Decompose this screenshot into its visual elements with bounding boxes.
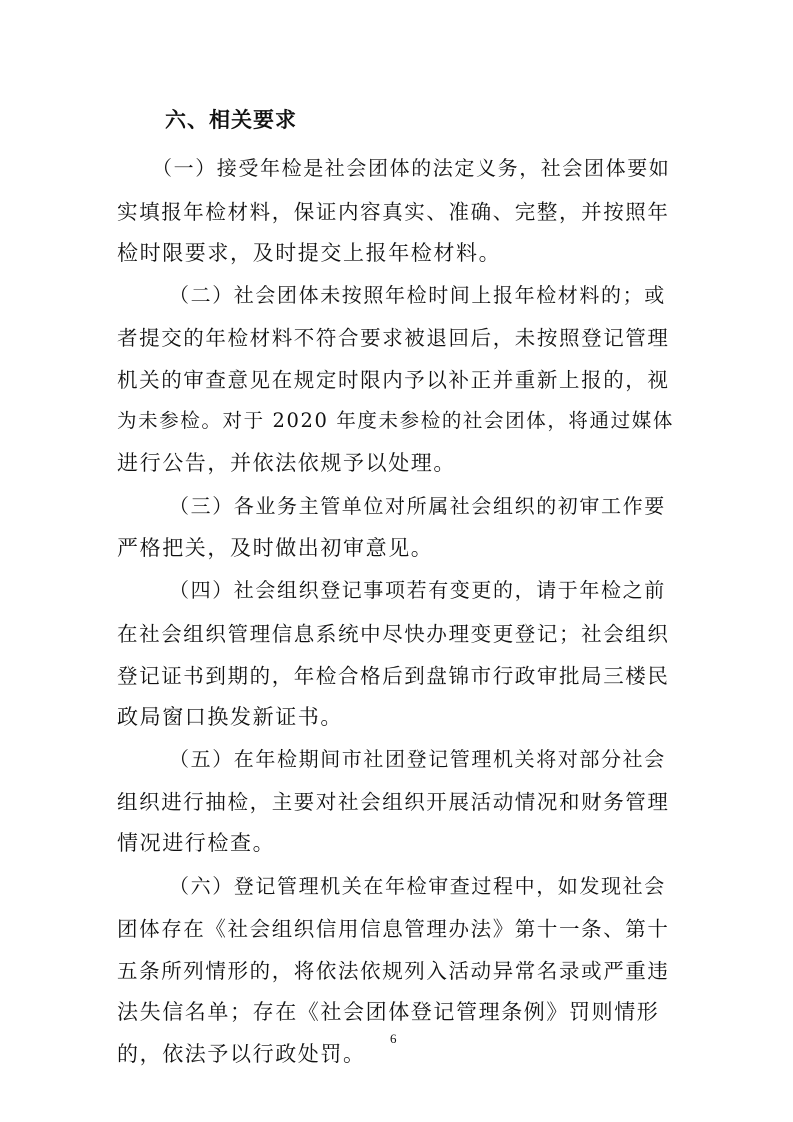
paragraph-2-line-2: 者提交的年检材料不符合要求被退回后，未按照登记管理 [117, 326, 670, 350]
paragraph-4-line-4: 政局窗口换发新证书。 [117, 705, 343, 729]
paragraph-2-line-5: 进行公告，并依法依规予以处理。 [117, 451, 456, 475]
paragraph-1-line-3: 检时限要求，及时提交上报年检材料。 [117, 241, 502, 265]
paragraph-3-line-2: 严格把关，及时做出初审意见。 [117, 536, 434, 560]
paragraph-2-line-1: （二）社会团体未按照年检时间上报年检材料的；或 [169, 283, 666, 307]
paragraph-6-line-1: （六）登记管理机关在年检审查过程中，如发现社会 [169, 874, 666, 898]
paragraph-6-line-5: 的，依法予以行政处罚。 [117, 1042, 366, 1066]
paragraph-6-line-3: 五条所列情形的，将依法依规列入活动异常名录或严重违 [117, 959, 670, 983]
paragraph-5-line-1: （五）在年检期间市社团登记管理机关将对部分社会 [169, 747, 666, 771]
paragraph-5-line-2: 组织进行抽检，主要对社会组织开展活动情况和财务管理 [117, 790, 670, 814]
paragraph-6-line-4: 法失信名单；存在《社会团体登记管理条例》罚则情形 [117, 1000, 660, 1024]
paragraph-2-line-3: 机关的审查意见在规定时限内予以补正并重新上报的，视 [117, 368, 670, 392]
paragraph-4-line-2: 在社会组织管理信息系统中尽快办理变更登记；社会组织 [117, 622, 670, 646]
section-heading: 六、相关要求 [165, 108, 297, 132]
page-number: 6 [390, 1031, 397, 1046]
paragraph-3-line-1: （三）各业务主管单位对所属社会组织的初审工作要 [169, 494, 666, 518]
paragraph-2-line-4: 为未参检。对于 2020 年度未参检的社会团体，将通过媒体 [117, 409, 674, 432]
paragraph-6-line-2: 团体存在《社会组织信用信息管理办法》第十一条、第十 [117, 917, 670, 941]
paragraph-4-line-3: 登记证书到期的，年检合格后到盘锦市行政审批局三楼民 [117, 664, 670, 688]
paragraph-5-line-3: 情况进行检查。 [117, 831, 276, 855]
paragraph-1-line-1: （一）接受年检是社会团体的法定义务，社会团体要如 [152, 156, 671, 180]
paragraph-4-line-1: （四）社会组织登记事项若有变更的，请于年检之前 [169, 578, 666, 602]
paragraph-1-line-2: 实填报年检材料，保证内容真实、准确、完整，并按照年 [117, 200, 670, 224]
